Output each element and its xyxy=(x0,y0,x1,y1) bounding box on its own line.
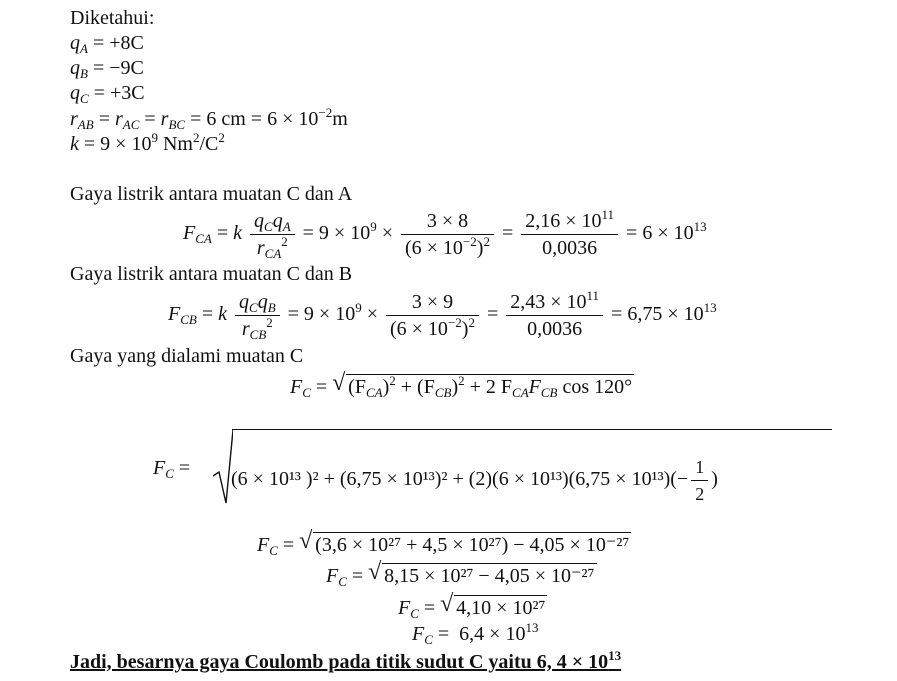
equation-fc-result: $F_C = 6,4 \times 10^{13}$ xyxy=(412,620,539,647)
equation-fc-step5: $F_C$ = √ 4,10 × 10²⁷ xyxy=(398,591,546,621)
given-distances: $r_{AB} = r_{AC} = r_{BC} = 6$ cm = $6 \times 10^{-2}m$ xyxy=(70,105,348,132)
equation-fc-general: $F_C$ = √ $(F_{CA})^2 + (F_{CB})^2 + 2$ $F_{CA}F_{CB}$ cos 120° xyxy=(290,370,633,400)
equation-fc-step4: $F_C$ = √ 8,15 × 10²⁷ − 4,05 × 10⁻²⁷ xyxy=(326,559,595,589)
sqrt-step3: √ (3,6 × 10²⁷ + 4,5 × 10²⁷) − 4,05 × 10⁻²⁷ xyxy=(299,528,630,556)
sqrt-radical-large xyxy=(213,428,233,504)
sqrt-step5: √ 4,10 × 10²⁷ xyxy=(440,591,546,619)
given-qB: $q_B = -9C$ xyxy=(70,57,144,81)
equation-fcb: $F_{CB} = k$ $\frac{q_Cq_B}{r_{CB}^2}$ = $9 \times 10^9$ × $\frac{3 \times 9}{(6 \times 10^{-2})^2}$ = $\frac{2,43 \times 10^{11}}{0,0036}$ = $6,75 \times 10^{13}$ xyxy=(168,288,717,342)
given-k: $k = 9 \times 10^9$ $Nm^2/C^2$ xyxy=(70,130,225,155)
equation-fc-label-2: $F_C$ = xyxy=(153,457,191,481)
fca-fraction-1: $\frac{q_Cq_A}{r_{CA}^2}$ xyxy=(250,208,295,261)
given-heading: Diketahui: xyxy=(70,7,155,29)
section-cb-heading: Gaya listrik antara muatan C dan B xyxy=(70,263,353,285)
given-qA: $q_A = +8C$ xyxy=(70,32,144,56)
fcb-fraction-3: $\frac{2,43 \times 10^{11}}{0,0036}$ xyxy=(506,289,603,342)
section-ca-heading: Gaya listrik antara muatan C dan A xyxy=(70,183,353,205)
section-c-heading: Gaya yang dialami muatan C xyxy=(70,345,304,367)
sqrt-general: √ $(F_{CA})^2 + (F_{CB})^2 + 2$ $F_{CA}F_{CB}$ cos 120° xyxy=(332,370,633,400)
fc2-fraction-half: $\frac{1}{2}$ xyxy=(691,454,708,507)
given-qC: $q_C = +3C$ xyxy=(70,82,145,106)
fcb-fraction-1: $\frac{q_Cq_B}{r_{CB}^2}$ xyxy=(235,289,280,342)
fcb-fraction-2: $\frac{3 \times 9}{(6 \times 10^{-2})^2}$ xyxy=(386,289,479,342)
conclusion: Jadi, besarnya gaya Coulomb pada titik sudut C yaitu 6, $4 \times 10^{13}$ xyxy=(70,648,622,673)
fca-fraction-2: $\frac{3 \times 8}{(6 \times 10^{-2})^2}$ xyxy=(401,208,494,261)
equation-fca: $F_{CA} = k$ $\frac{q_Cq_A}{r_{CA}^2}$ = $9 \times 10^9$ × $\frac{3 \times 8}{(6 \times 10^{-2})^2}$ = $\frac{2,16 \times 10^{11}}{0,0036}$ = $6 \times 10^{13}$ xyxy=(183,207,707,261)
sqrt-step4: √ 8,15 × 10²⁷ − 4,05 × 10⁻²⁷ xyxy=(368,559,595,587)
equation-fc-step3: $F_C$ = √ (3,6 × 10²⁷ + 4,5 × 10²⁷) − 4,05 × 10⁻²⁷ xyxy=(257,528,630,558)
fca-fraction-3: $\frac{2,16 \times 10^{11}}{0,0036}$ xyxy=(521,208,618,261)
sqrt-overline xyxy=(232,429,832,430)
